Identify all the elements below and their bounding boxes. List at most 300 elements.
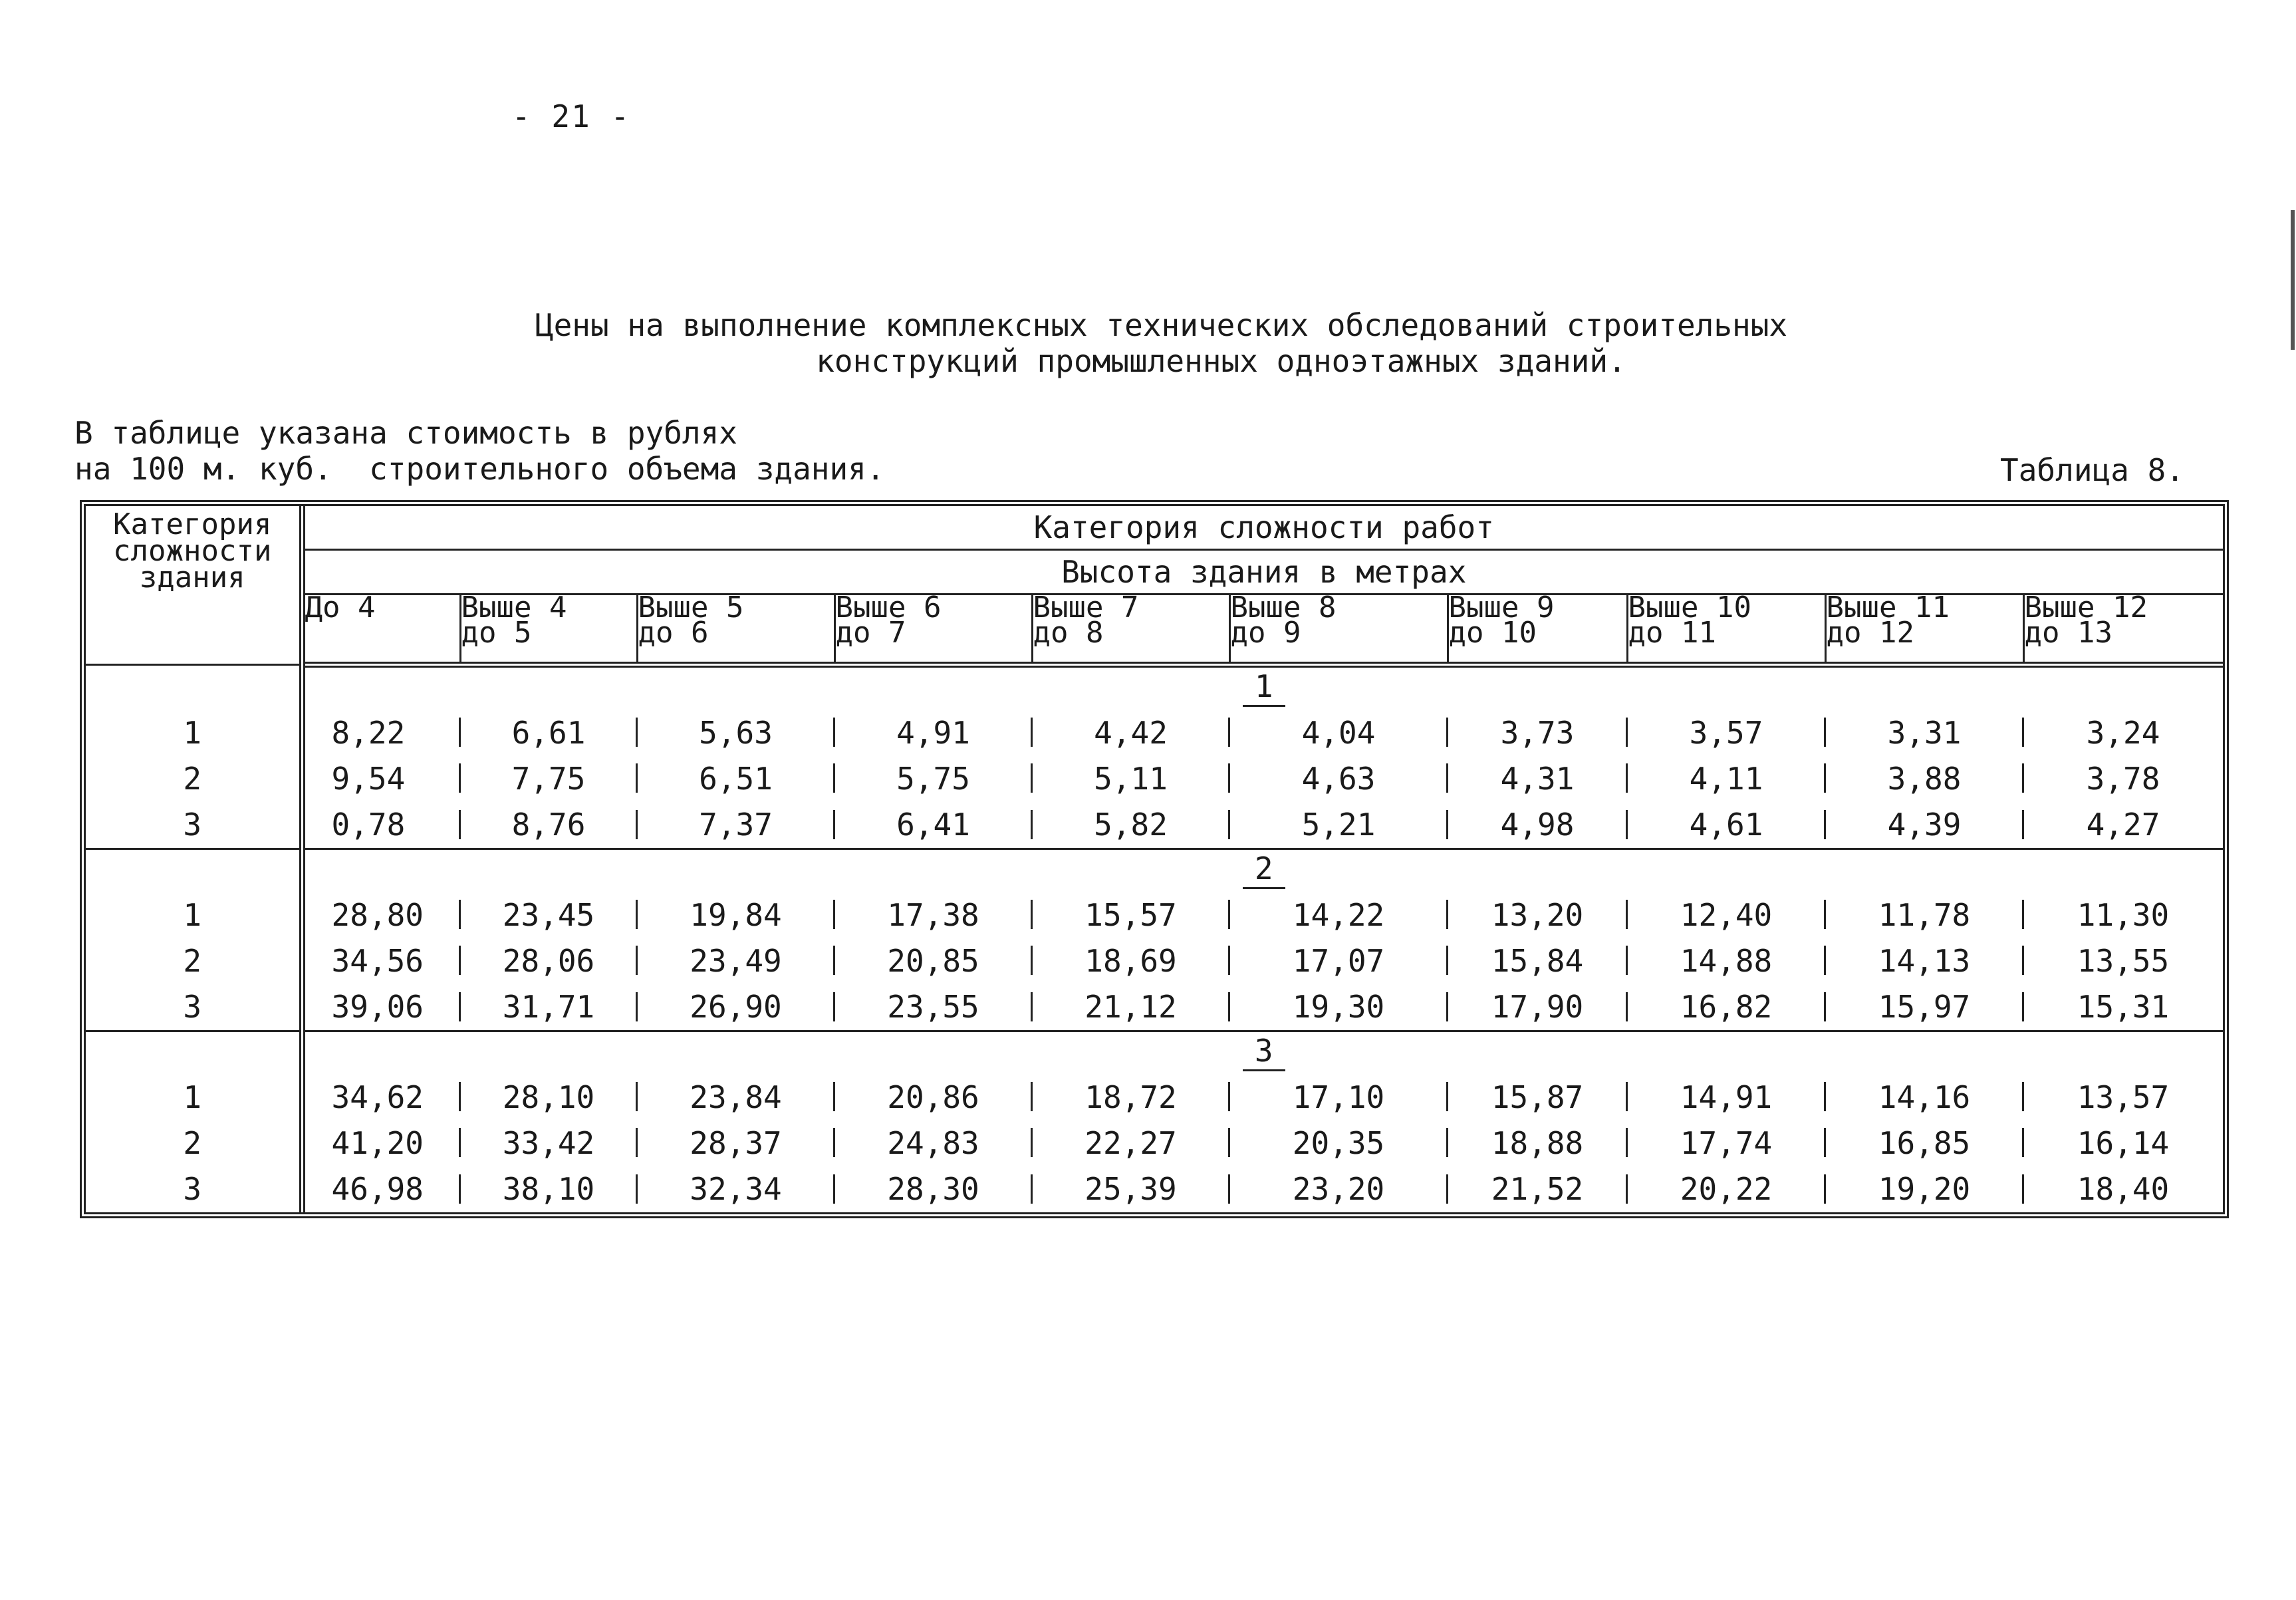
price-value: 4,42 bbox=[1094, 714, 1168, 751]
column-separator bbox=[1031, 1128, 1033, 1157]
price-value: 0,78 bbox=[331, 807, 406, 843]
price-value: 23,49 bbox=[690, 943, 782, 980]
table-row bbox=[86, 802, 2223, 849]
column-separator bbox=[833, 763, 835, 793]
price-cell bbox=[2023, 802, 2223, 849]
price-value: 28,06 bbox=[502, 943, 595, 980]
price-value: 15,31 bbox=[2077, 989, 2170, 1025]
column-separator bbox=[1031, 810, 1033, 839]
edge-mark bbox=[2291, 210, 2295, 350]
price-value: 20,86 bbox=[887, 1079, 979, 1115]
column-header-line-1: До 4 bbox=[305, 591, 376, 624]
column-separator bbox=[1824, 900, 1826, 929]
column-separator bbox=[1228, 946, 1230, 975]
price-cell bbox=[1448, 710, 1627, 755]
group-label-cell bbox=[302, 1031, 2223, 1074]
column-separator bbox=[459, 992, 461, 1021]
price-cell bbox=[1627, 1074, 1825, 1120]
price-value: 34,56 bbox=[331, 943, 424, 980]
price-value: 3,57 bbox=[1689, 714, 1763, 751]
price-cell bbox=[1825, 802, 2023, 849]
column-separator bbox=[459, 1082, 461, 1111]
price-cell bbox=[302, 984, 460, 1031]
building-category-cell: 3 bbox=[86, 802, 302, 849]
price-value: 31,71 bbox=[502, 989, 595, 1025]
title-line-1: Цены на выполнение комплексных технических обследований строительных bbox=[535, 307, 1788, 343]
column-header bbox=[1825, 591, 2023, 665]
price-value: 5,75 bbox=[896, 761, 970, 797]
column-separator bbox=[1824, 1128, 1826, 1157]
group-header-row bbox=[86, 665, 2223, 710]
price-cell bbox=[1448, 755, 1627, 801]
column-separator bbox=[459, 718, 461, 747]
price-cell bbox=[1627, 710, 1825, 755]
column-header bbox=[1627, 591, 1825, 665]
group-label: 3 bbox=[1243, 1032, 1285, 1071]
price-value: 23,45 bbox=[502, 896, 595, 933]
price-value: 7,37 bbox=[699, 807, 773, 843]
column-separator bbox=[2022, 992, 2024, 1021]
price-value: 39,06 bbox=[331, 989, 424, 1025]
price-value: 17,74 bbox=[1680, 1125, 1773, 1161]
price-cell bbox=[1825, 892, 2023, 938]
price-cell bbox=[2023, 1166, 2223, 1212]
price-value: 28,10 bbox=[502, 1079, 595, 1115]
column-header-line-2: до 9 bbox=[1230, 616, 1301, 650]
price-cell bbox=[1229, 984, 1448, 1031]
column-separator bbox=[1031, 1174, 1033, 1204]
column-separator bbox=[1228, 900, 1230, 929]
column-separator bbox=[1031, 900, 1033, 929]
table-row bbox=[86, 710, 2223, 755]
column-header-line-2: до 11 bbox=[1628, 616, 1716, 650]
column-separator bbox=[833, 900, 835, 929]
price-cell bbox=[1229, 892, 1448, 938]
price-value: 6,61 bbox=[511, 714, 586, 751]
column-header bbox=[1229, 591, 1448, 665]
price-cell bbox=[460, 1166, 637, 1212]
column-header-line-2: до 13 bbox=[2024, 616, 2112, 650]
price-value: 13,55 bbox=[2077, 943, 2170, 980]
price-value: 13,20 bbox=[1491, 896, 1584, 933]
price-cell bbox=[1032, 1120, 1229, 1166]
price-value: 6,51 bbox=[699, 761, 773, 797]
column-separator bbox=[636, 1082, 638, 1111]
building-category-cell: 3 bbox=[86, 1166, 302, 1212]
column-separator bbox=[636, 1174, 638, 1204]
price-value: 14,22 bbox=[1292, 896, 1385, 933]
page-number: - 21 - bbox=[512, 98, 631, 134]
price-value: 33,42 bbox=[502, 1125, 595, 1161]
column-separator bbox=[2022, 763, 2024, 793]
price-cell bbox=[1627, 802, 1825, 849]
price-value: 19,84 bbox=[690, 896, 782, 933]
column-separator bbox=[1626, 1128, 1628, 1157]
column-separator bbox=[1824, 718, 1826, 747]
price-cell bbox=[1229, 938, 1448, 984]
price-value: 17,10 bbox=[1292, 1079, 1385, 1115]
document-title bbox=[0, 307, 2296, 379]
price-cell bbox=[1627, 984, 1825, 1031]
column-header bbox=[637, 591, 834, 665]
price-value: 26,90 bbox=[690, 989, 782, 1025]
price-value: 28,30 bbox=[887, 1171, 979, 1208]
price-cell bbox=[302, 710, 460, 755]
price-cell bbox=[834, 984, 1032, 1031]
column-header-line-1: Выше 7 bbox=[1033, 591, 1139, 624]
price-cell bbox=[637, 1074, 834, 1120]
price-cell bbox=[1825, 710, 2023, 755]
column-header-line-1: Выше 11 bbox=[1826, 591, 1950, 624]
column-separator bbox=[1626, 810, 1628, 839]
building-category-cell: 1 bbox=[86, 892, 302, 938]
group-header-spacer bbox=[86, 849, 302, 892]
price-cell bbox=[1825, 755, 2023, 801]
price-value: 23,84 bbox=[690, 1079, 782, 1115]
price-cell bbox=[1627, 1120, 1825, 1166]
column-separator bbox=[833, 992, 835, 1021]
price-cell bbox=[1032, 938, 1229, 984]
column-separator bbox=[2022, 1128, 2024, 1157]
price-cell bbox=[637, 984, 834, 1031]
price-cell bbox=[1825, 1074, 2023, 1120]
price-cell bbox=[460, 984, 637, 1031]
column-separator bbox=[459, 810, 461, 839]
column-header-line-1: Выше 12 bbox=[2024, 591, 2148, 624]
price-cell bbox=[1229, 755, 1448, 801]
price-value: 12,40 bbox=[1680, 896, 1773, 933]
price-cell bbox=[1032, 1074, 1229, 1120]
column-separator bbox=[636, 946, 638, 975]
work-category-header: Категория сложности работ bbox=[302, 506, 2223, 550]
price-cell bbox=[637, 755, 834, 801]
column-separator bbox=[2022, 1082, 2024, 1111]
column-separator bbox=[1824, 1174, 1826, 1204]
column-header bbox=[1448, 591, 1627, 665]
price-value: 46,98 bbox=[331, 1171, 424, 1208]
price-cell bbox=[460, 710, 637, 755]
group-header-spacer bbox=[86, 1031, 302, 1074]
column-header-line-2: до 12 bbox=[1826, 616, 1914, 650]
building-category-cell: 1 bbox=[86, 710, 302, 755]
price-table bbox=[86, 506, 2223, 1212]
table-row bbox=[86, 755, 2223, 801]
building-category-cell: 2 bbox=[86, 938, 302, 984]
price-table-frame bbox=[80, 500, 2229, 1218]
group-header-row bbox=[86, 1031, 2223, 1074]
price-value: 14,88 bbox=[1680, 943, 1773, 980]
price-value: 16,85 bbox=[1878, 1125, 1971, 1161]
price-cell bbox=[1825, 938, 2023, 984]
price-value: 28,37 bbox=[690, 1125, 782, 1161]
column-separator bbox=[1228, 992, 1230, 1021]
price-cell bbox=[1825, 1166, 2023, 1212]
column-separator bbox=[636, 763, 638, 793]
column-separator bbox=[1446, 718, 1448, 747]
price-cell bbox=[1627, 892, 1825, 938]
column-separator bbox=[1228, 763, 1230, 793]
column-separator bbox=[1626, 946, 1628, 975]
price-value: 4,63 bbox=[1301, 761, 1376, 797]
group-label-cell bbox=[302, 665, 2223, 710]
price-cell bbox=[637, 710, 834, 755]
intro-line-2: на 100 м. куб. строительного объема здания. bbox=[74, 451, 885, 487]
price-value: 11,78 bbox=[1878, 896, 1971, 933]
price-cell bbox=[460, 892, 637, 938]
price-value: 20,35 bbox=[1292, 1125, 1385, 1161]
building-category-cell: 2 bbox=[86, 1120, 302, 1166]
price-cell bbox=[1627, 1166, 1825, 1212]
price-cell bbox=[834, 1166, 1032, 1212]
column-separator bbox=[833, 1128, 835, 1157]
price-value: 9,54 bbox=[331, 761, 406, 797]
price-cell bbox=[1448, 1120, 1627, 1166]
price-cell bbox=[637, 892, 834, 938]
column-separator bbox=[2022, 718, 2024, 747]
price-cell bbox=[302, 1166, 460, 1212]
price-value: 15,87 bbox=[1491, 1079, 1584, 1115]
column-separator bbox=[1824, 763, 1826, 793]
column-separator bbox=[1031, 1082, 1033, 1111]
price-value: 18,40 bbox=[2077, 1171, 2170, 1208]
column-separator bbox=[1626, 763, 1628, 793]
price-value: 4,61 bbox=[1689, 807, 1763, 843]
column-separator bbox=[1626, 718, 1628, 747]
intro-text bbox=[74, 415, 885, 487]
price-value: 28,80 bbox=[331, 896, 424, 933]
price-cell bbox=[1032, 984, 1229, 1031]
column-separator bbox=[1228, 1128, 1230, 1157]
group-label: 1 bbox=[1243, 668, 1285, 707]
column-separator bbox=[1228, 1082, 1230, 1111]
column-header-line-1: Выше 10 bbox=[1628, 591, 1751, 624]
column-separator bbox=[1031, 992, 1033, 1021]
price-cell bbox=[460, 802, 637, 849]
price-cell bbox=[1825, 1120, 2023, 1166]
price-value: 24,83 bbox=[887, 1125, 979, 1161]
table-row bbox=[86, 1120, 2223, 1166]
column-separator bbox=[833, 810, 835, 839]
building-category-cell: 1 bbox=[86, 1074, 302, 1120]
price-cell bbox=[1229, 802, 1448, 849]
price-cell bbox=[460, 755, 637, 801]
price-value: 18,88 bbox=[1491, 1125, 1584, 1161]
price-value: 8,76 bbox=[511, 807, 586, 843]
column-header-line-1: Выше 4 bbox=[461, 591, 567, 624]
price-cell bbox=[1032, 710, 1229, 755]
column-separator bbox=[833, 1082, 835, 1111]
price-value: 4,91 bbox=[896, 714, 970, 751]
column-separator bbox=[459, 1174, 461, 1204]
price-cell bbox=[460, 1074, 637, 1120]
corner-header: Категория сложности здания bbox=[86, 506, 302, 665]
price-cell bbox=[1825, 984, 2023, 1031]
price-cell bbox=[1448, 1166, 1627, 1212]
price-value: 14,91 bbox=[1680, 1079, 1773, 1115]
price-value: 5,11 bbox=[1094, 761, 1168, 797]
table-label: Таблица 8. bbox=[2000, 452, 2184, 488]
price-cell bbox=[834, 892, 1032, 938]
column-header-line-1: Выше 8 bbox=[1230, 591, 1337, 624]
price-value: 11,30 bbox=[2077, 896, 2170, 933]
column-header bbox=[1032, 591, 1229, 665]
price-cell bbox=[834, 802, 1032, 849]
price-value: 4,98 bbox=[1500, 807, 1575, 843]
column-header-line-1: Выше 5 bbox=[638, 591, 744, 624]
price-cell bbox=[1448, 802, 1627, 849]
price-value: 19,20 bbox=[1878, 1171, 1971, 1208]
price-value: 18,72 bbox=[1084, 1079, 1177, 1115]
column-separator bbox=[2022, 900, 2024, 929]
column-separator bbox=[1626, 900, 1628, 929]
price-cell bbox=[834, 938, 1032, 984]
price-cell bbox=[637, 802, 834, 849]
price-value: 38,10 bbox=[502, 1171, 595, 1208]
column-separator bbox=[459, 946, 461, 975]
price-value: 3,24 bbox=[2086, 714, 2160, 751]
price-cell bbox=[302, 1120, 460, 1166]
column-separator bbox=[1824, 946, 1826, 975]
price-value: 6,41 bbox=[896, 807, 970, 843]
price-value: 21,52 bbox=[1491, 1171, 1584, 1208]
column-separator bbox=[2022, 946, 2024, 975]
column-separator bbox=[459, 1128, 461, 1157]
group-label: 2 bbox=[1243, 850, 1285, 889]
price-value: 8,22 bbox=[331, 714, 406, 751]
price-cell bbox=[834, 755, 1032, 801]
column-separator bbox=[1824, 992, 1826, 1021]
column-separator bbox=[459, 900, 461, 929]
price-value: 4,39 bbox=[1887, 807, 1962, 843]
column-separator bbox=[1031, 718, 1033, 747]
price-value: 3,78 bbox=[2086, 761, 2160, 797]
price-value: 23,55 bbox=[887, 989, 979, 1025]
price-value: 17,07 bbox=[1292, 943, 1385, 980]
price-cell bbox=[302, 802, 460, 849]
price-cell bbox=[1229, 1120, 1448, 1166]
price-cell bbox=[834, 710, 1032, 755]
building-category-cell: 2 bbox=[86, 755, 302, 801]
column-separator bbox=[636, 900, 638, 929]
column-separator bbox=[1228, 810, 1230, 839]
column-header-line-1: Выше 9 bbox=[1448, 591, 1555, 624]
column-separator bbox=[1031, 946, 1033, 975]
price-cell bbox=[302, 938, 460, 984]
price-cell bbox=[302, 755, 460, 801]
column-separator bbox=[833, 718, 835, 747]
column-separator bbox=[636, 992, 638, 1021]
height-header: Высота здания в метрах bbox=[302, 550, 2223, 595]
column-separator bbox=[1626, 992, 1628, 1021]
column-header bbox=[460, 591, 637, 665]
column-separator bbox=[459, 763, 461, 793]
column-separator bbox=[1446, 763, 1448, 793]
price-value: 3,31 bbox=[1887, 714, 1962, 751]
price-cell bbox=[1032, 755, 1229, 801]
column-header-line-2: до 10 bbox=[1448, 616, 1537, 650]
group-header-spacer bbox=[86, 665, 302, 710]
price-cell bbox=[637, 1166, 834, 1212]
column-header bbox=[834, 591, 1032, 665]
column-separator bbox=[1824, 1082, 1826, 1111]
price-cell bbox=[460, 1120, 637, 1166]
price-cell bbox=[1627, 938, 1825, 984]
column-separator bbox=[1446, 900, 1448, 929]
price-value: 32,34 bbox=[690, 1171, 782, 1208]
price-cell bbox=[460, 938, 637, 984]
column-separator bbox=[1446, 992, 1448, 1021]
price-value: 5,82 bbox=[1094, 807, 1168, 843]
column-header-line-2: до 8 bbox=[1033, 616, 1104, 650]
price-cell bbox=[1448, 1074, 1627, 1120]
price-value: 3,73 bbox=[1500, 714, 1575, 751]
price-cell bbox=[302, 1074, 460, 1120]
column-separator bbox=[833, 1174, 835, 1204]
column-header-line-2: до 6 bbox=[638, 616, 709, 650]
price-cell bbox=[2023, 1120, 2223, 1166]
column-separator bbox=[636, 1128, 638, 1157]
table-row bbox=[86, 984, 2223, 1031]
price-value: 4,04 bbox=[1301, 714, 1376, 751]
price-value: 15,57 bbox=[1084, 896, 1177, 933]
column-separator bbox=[1446, 1128, 1448, 1157]
price-value: 21,12 bbox=[1084, 989, 1177, 1025]
table-row bbox=[86, 1166, 2223, 1212]
column-separator bbox=[1446, 1082, 1448, 1111]
column-separator bbox=[833, 946, 835, 975]
column-separator bbox=[1626, 1174, 1628, 1204]
price-value: 19,30 bbox=[1292, 989, 1385, 1025]
price-cell bbox=[1032, 892, 1229, 938]
price-cell bbox=[2023, 710, 2223, 755]
price-value: 18,69 bbox=[1084, 943, 1177, 980]
price-value: 23,20 bbox=[1292, 1171, 1385, 1208]
column-separator bbox=[1626, 1082, 1628, 1111]
price-value: 14,13 bbox=[1878, 943, 1971, 980]
column-separator bbox=[636, 718, 638, 747]
column-header-line-2: до 5 bbox=[461, 616, 532, 650]
price-cell bbox=[1448, 984, 1627, 1031]
column-separator bbox=[1228, 1174, 1230, 1204]
price-value: 41,20 bbox=[331, 1125, 424, 1161]
column-separator bbox=[1446, 810, 1448, 839]
price-value: 17,90 bbox=[1491, 989, 1584, 1025]
price-cell bbox=[637, 1120, 834, 1166]
price-value: 3,88 bbox=[1887, 761, 1962, 797]
price-cell bbox=[1229, 1074, 1448, 1120]
price-value: 13,57 bbox=[2077, 1079, 2170, 1115]
price-cell bbox=[1032, 802, 1229, 849]
column-separator bbox=[2022, 1174, 2024, 1204]
price-value: 15,97 bbox=[1878, 989, 1971, 1025]
price-cell bbox=[1448, 892, 1627, 938]
price-value: 34,62 bbox=[331, 1079, 424, 1115]
column-separator bbox=[1228, 718, 1230, 747]
price-value: 20,22 bbox=[1680, 1171, 1773, 1208]
column-header bbox=[302, 591, 460, 665]
column-separator bbox=[2022, 810, 2024, 839]
price-cell bbox=[834, 1120, 1032, 1166]
price-cell bbox=[1229, 1166, 1448, 1212]
price-value: 16,14 bbox=[2077, 1125, 2170, 1161]
price-cell bbox=[1627, 755, 1825, 801]
price-cell bbox=[302, 892, 460, 938]
group-header-row bbox=[86, 849, 2223, 892]
column-separator bbox=[1824, 810, 1826, 839]
price-value: 4,31 bbox=[1500, 761, 1575, 797]
column-separator bbox=[636, 810, 638, 839]
price-cell bbox=[834, 1074, 1032, 1120]
